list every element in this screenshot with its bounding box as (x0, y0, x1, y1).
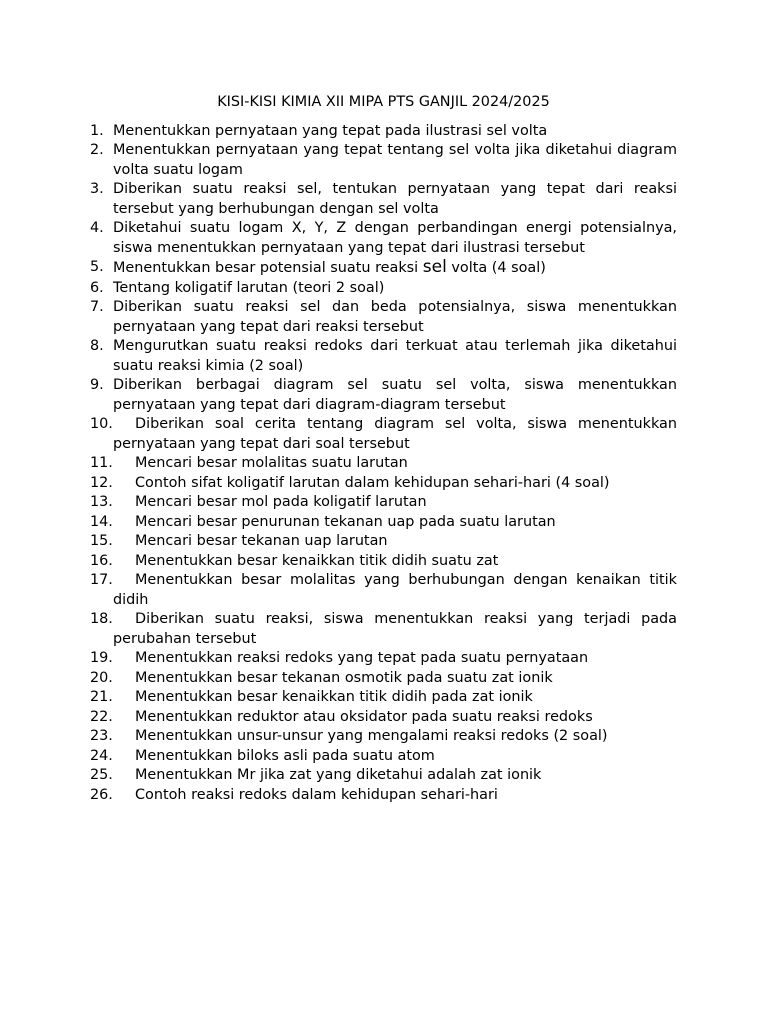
item-text: Diberikan suatu reaksi, siswa menentukkan reaksi yang terjadi pada perubahan tersebut (113, 611, 677, 647)
item-number: 7. (90, 299, 104, 315)
list-item (90, 766, 677, 786)
item-text: Menentukkan unsur-unsur yang mengalami reaksi redoks (2 soal) (135, 728, 608, 744)
item-text: Mencari besar molalitas suatu larutan (135, 455, 408, 471)
item-number: 2. (90, 142, 104, 158)
item-text: Menentukkan besar kenaikkan titik didih suatu zat (135, 552, 499, 569)
item-text: Mencari besar penurunan tekanan uap pada suatu larutan (135, 513, 556, 530)
item-number: 3. (90, 181, 104, 197)
list-item (90, 141, 677, 180)
item-text: Diketahui suatu logam X, Y, Z dengan perbandingan energi potensialnya, siswa menentukkan pernyataan yang tepat dari ilustrasi tersebut (113, 220, 677, 256)
item-text-after: volta (4 soal) (446, 260, 546, 276)
item-number: 10. (90, 416, 113, 432)
item-number: 25. (90, 767, 113, 783)
list-item (90, 552, 677, 572)
list-item (90, 493, 677, 513)
item-text: Menentukkan reaksi redoks yang tepat pada suatu pernyataan (135, 650, 589, 666)
item-text: Menentukkan pernyataan yang tepat tentang sel volta jika diketahui diagram volta suatu logam (113, 142, 677, 178)
item-number: 5. (90, 259, 104, 275)
list-item (90, 688, 677, 708)
item-number: 16. (90, 552, 113, 569)
item-number: 14. (90, 513, 113, 530)
item-text-large: sel (422, 257, 447, 277)
item-number: 15. (90, 533, 113, 549)
list-item (90, 180, 677, 219)
list-item (90, 747, 677, 767)
item-number: 8. (90, 338, 104, 354)
item-number: 4. (90, 220, 104, 236)
item-number: 20. (90, 669, 113, 686)
list-item (90, 298, 677, 337)
item-text: Menentukkan reduktor atau oksidator pada suatu reaksi redoks (135, 708, 593, 725)
item-number: 22. (90, 708, 113, 725)
item-number: 26. (90, 786, 113, 803)
item-text: Tentang koligatif larutan (teori 2 soal) (113, 279, 385, 296)
item-text: Mencari besar tekanan uap larutan (135, 533, 388, 549)
item-text: Diberikan soal cerita tentang diagram sel volta, siswa menentukkan pernyataan yang tepat dari soal tersebut (113, 416, 677, 452)
list-item (90, 571, 677, 610)
item-number: 9. (90, 377, 104, 393)
item-text: Menentukkan besar tekanan osmotik pada suatu zat ionik (135, 669, 553, 686)
list-item (90, 454, 677, 474)
item-number: 19. (90, 650, 113, 666)
list-item (90, 337, 677, 376)
item-number: 12. (90, 474, 113, 491)
list-item (90, 279, 677, 299)
item-number: 18. (90, 611, 113, 627)
item-text: Diberikan berbagai diagram sel suatu sel volta, siswa menentukkan pernyataan yang tepat dari diagram-diagram tersebut (113, 377, 677, 413)
list-item (90, 649, 677, 669)
list-item (90, 786, 677, 806)
list-item (90, 376, 677, 415)
list-item (90, 474, 677, 494)
list-item (90, 727, 677, 747)
item-number: 13. (90, 494, 113, 510)
item-text-before: Menentukkan besar potensial suatu reaksi (113, 260, 423, 276)
item-text: Contoh sifat koligatif larutan dalam kehidupan sehari-hari (4 soal) (135, 474, 610, 491)
item-number: 24. (90, 747, 113, 764)
item-number: 6. (90, 279, 104, 296)
list-item (90, 610, 677, 649)
item-text: Menentukkan Mr jika zat yang diketahui adalah zat ionik (135, 767, 542, 783)
item-text: Menentukkan pernyataan yang tepat pada ilustrasi sel volta (113, 122, 548, 139)
list-item (90, 513, 677, 533)
item-number: 11. (90, 455, 113, 471)
list-item (90, 708, 677, 728)
item-text: Menentukkan besar molalitas yang berhubungan dengan kenaikan titik didih (113, 572, 677, 608)
document-title: KISI-KISI KIMIA XII MIPA PTS GANJIL 2024/2025 (217, 94, 550, 110)
item-text: Diberikan suatu reaksi sel, tentukan pernyataan yang tepat dari reaksi tersebut yang berhubungan dengan sel volta (113, 181, 677, 217)
item-list (90, 122, 677, 806)
item-number: 1. (90, 122, 104, 139)
item-number: 23. (90, 728, 113, 744)
item-text: Menentukkan biloks asli pada suatu atom (135, 747, 435, 764)
list-item (90, 219, 677, 258)
list-item (90, 669, 677, 689)
document-page (90, 93, 677, 805)
item-text: Diberikan suatu reaksi sel dan beda potensialnya, siswa menentukkan pernyataan yang tepat dari reaksi tersebut (113, 299, 677, 335)
item-number: 21. (90, 689, 113, 705)
list-item (90, 532, 677, 552)
item-number: 17. (90, 572, 113, 588)
list-item (90, 258, 677, 279)
item-text: Contoh reaksi redoks dalam kehidupan sehari-hari (135, 786, 498, 803)
item-text: Mengurutkan suatu reaksi redoks dari terkuat atau terlemah jika diketahui suatu reaksi kimia (2 soal) (113, 338, 677, 374)
list-item (90, 122, 677, 142)
item-text: Mencari besar mol pada koligatif larutan (135, 494, 427, 510)
list-item (90, 415, 677, 454)
item-text: Menentukkan besar kenaikkan titik didih pada zat ionik (135, 689, 533, 705)
